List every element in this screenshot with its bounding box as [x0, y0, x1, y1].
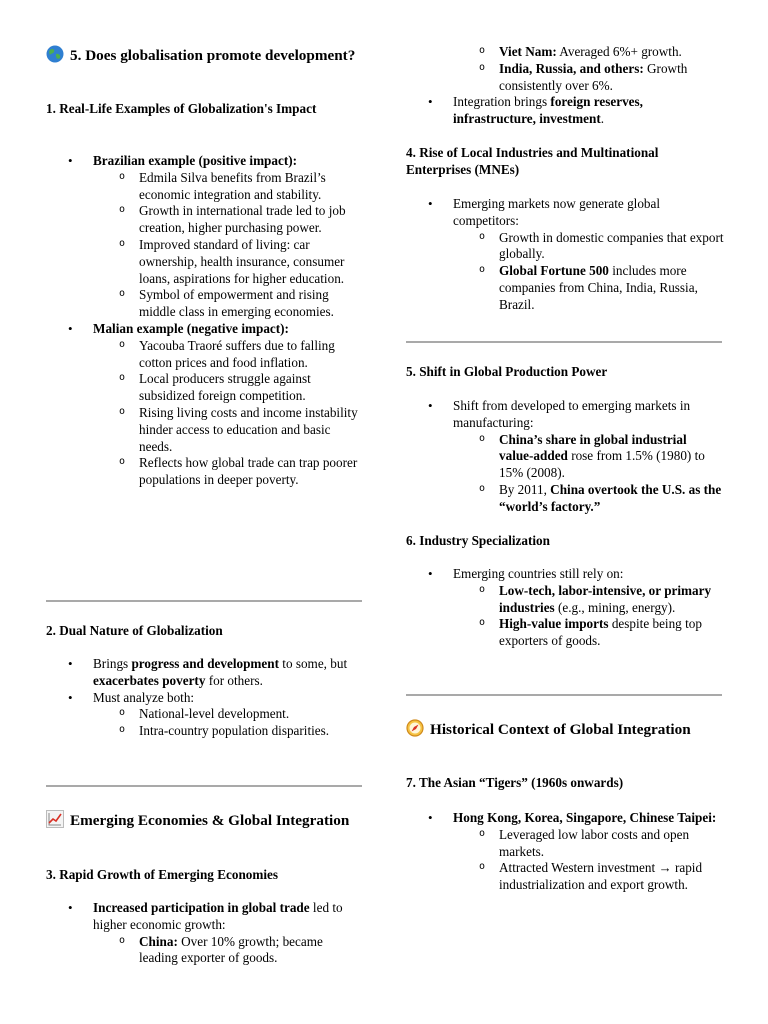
list-item: • Emerging countries still rely on: o Low-tech, labor-intensive, or primary industries (e.g., mining, energy). o High-value imports despite being top exporters of goods. — [406, 566, 724, 650]
dual-nature-list — [46, 656, 364, 740]
list-item: o Viet Nam: Averaged 6%+ growth. — [453, 44, 724, 61]
chart-increasing-icon — [46, 810, 64, 828]
list-item: o National-level development. — [93, 706, 364, 723]
heading-rapid-growth: 3. Rapid Growth of Emerging Economies — [46, 867, 279, 882]
list-continuation — [406, 44, 724, 94]
heading-dual-nature: 2. Dual Nature of Globalization — [46, 623, 223, 638]
list-item: o Growth in international trade led to job creation, higher purchasing power. — [93, 203, 364, 237]
list-item: o Local producers struggle against subsidized foreign competition. — [93, 371, 364, 405]
list-item: • Shift from developed to emerging markets in manufacturing: o China’s share in global industrial value-added rose from 1.5% (1980) to 15% (2008). o By 2011, China overtook the U.S. as the “world’s factory.” — [406, 398, 724, 516]
section-5-title: 5. Does globalisation promote development? — [46, 45, 364, 66]
list-item: • Increased participation in global trade led to higher economic growth: o China: Over 10% growth; became leading exporter of goods. — [46, 900, 364, 967]
list-item: o Leveraged low labor costs and open markets. — [453, 827, 724, 861]
list-item: o Growth in domestic companies that export globally. — [453, 230, 724, 264]
production-power-list — [406, 398, 724, 516]
list-item-mali — [46, 321, 364, 489]
heading-asian-tigers: 7. The Asian “Tigers” (1960s onwards) — [406, 775, 624, 790]
list-item: o Low-tech, labor-intensive, or primary industries (e.g., mining, energy). — [453, 583, 724, 617]
list-item: o Intra-country population disparities. — [93, 723, 364, 740]
list-item: o Yacouba Traoré suffers due to falling cotton prices and food inflation. — [93, 338, 364, 372]
list-item-brazil — [46, 153, 364, 321]
brazil-label: Brazilian example (positive impact): — [93, 153, 298, 168]
heading-production-power: 5. Shift in Global Production Power — [406, 364, 608, 379]
list-item: • Brings progress and development to some, but exacerbates poverty for others. — [46, 656, 364, 690]
industry-specialization-list — [406, 566, 724, 650]
list-item: • Integration brings foreign reserves, infrastructure, investment. — [406, 94, 724, 128]
list-item: o High-value imports despite being top exporters of goods. — [453, 616, 724, 650]
divider — [406, 694, 722, 696]
list-item: • Must analyze both: o National-level development. o Intra-country population disparities. — [46, 690, 364, 740]
growth-continued-list — [406, 44, 724, 128]
emerging-economies-title: Emerging Economies & Global Integration — [46, 810, 364, 831]
list-item: o Symbol of empowerment and rising middle class in emerging economies. — [93, 287, 364, 321]
compass-icon — [406, 719, 424, 737]
list-item: o Edmila Silva benefits from Brazil’s economic integration and stability. — [93, 170, 364, 204]
asian-tigers-list — [406, 810, 724, 894]
list-item: o China’s share in global industrial value-added rose from 1.5% (1980) to 15% (2008). — [453, 432, 724, 482]
list-item: o Improved standard of living: car ownership, health insurance, consumer loans, aspirations for higher education. — [93, 237, 364, 287]
heading-real-life-examples: 1. Real-Life Examples of Globalization's Impact — [46, 101, 317, 116]
list-item: • Hong Kong, Korea, Singapore, Chinese Taipei: o Leveraged low labor costs and open markets. o Attracted Western investment → rapid industrialization and export growth. — [406, 810, 724, 894]
mali-label: Malian example (negative impact): — [93, 320, 289, 336]
local-industries-list — [406, 196, 724, 314]
list-item: o Global Fortune 500 includes more companies from China, India, Russia, Brazil. — [453, 263, 724, 313]
divider — [406, 341, 722, 343]
examples-list — [46, 153, 364, 489]
historical-context-title: Historical Context of Global Integration — [406, 719, 724, 740]
list-item: o China: Over 10% growth; became leading exporter of goods. — [93, 934, 364, 968]
list-item: o Attracted Western investment → rapid industrialization and export growth. — [453, 860, 724, 894]
heading-industry-specialization: 6. Industry Specialization — [406, 533, 550, 548]
divider — [46, 600, 362, 602]
divider — [46, 785, 362, 787]
list-item: o Reflects how global trade can trap poorer populations in deeper poverty. — [93, 455, 364, 489]
globe-icon — [46, 45, 64, 63]
list-item: o India, Russia, and others: Growth consistently over 6%. — [453, 61, 724, 95]
heading-local-industries: 4. Rise of Local Industries and Multinational Enterprises (MNEs) — [406, 145, 659, 177]
rapid-growth-list — [46, 900, 364, 967]
list-item: • Emerging markets now generate global competitors: o Growth in domestic companies that export globally. o Global Fortune 500 includes more companies from China, India, Russia, Brazil. — [406, 196, 724, 314]
list-item: o Rising living costs and income instability hinder access to education and basic needs. — [93, 405, 364, 455]
list-item: o By 2011, China overtook the U.S. as the “world’s factory.” — [453, 482, 724, 516]
